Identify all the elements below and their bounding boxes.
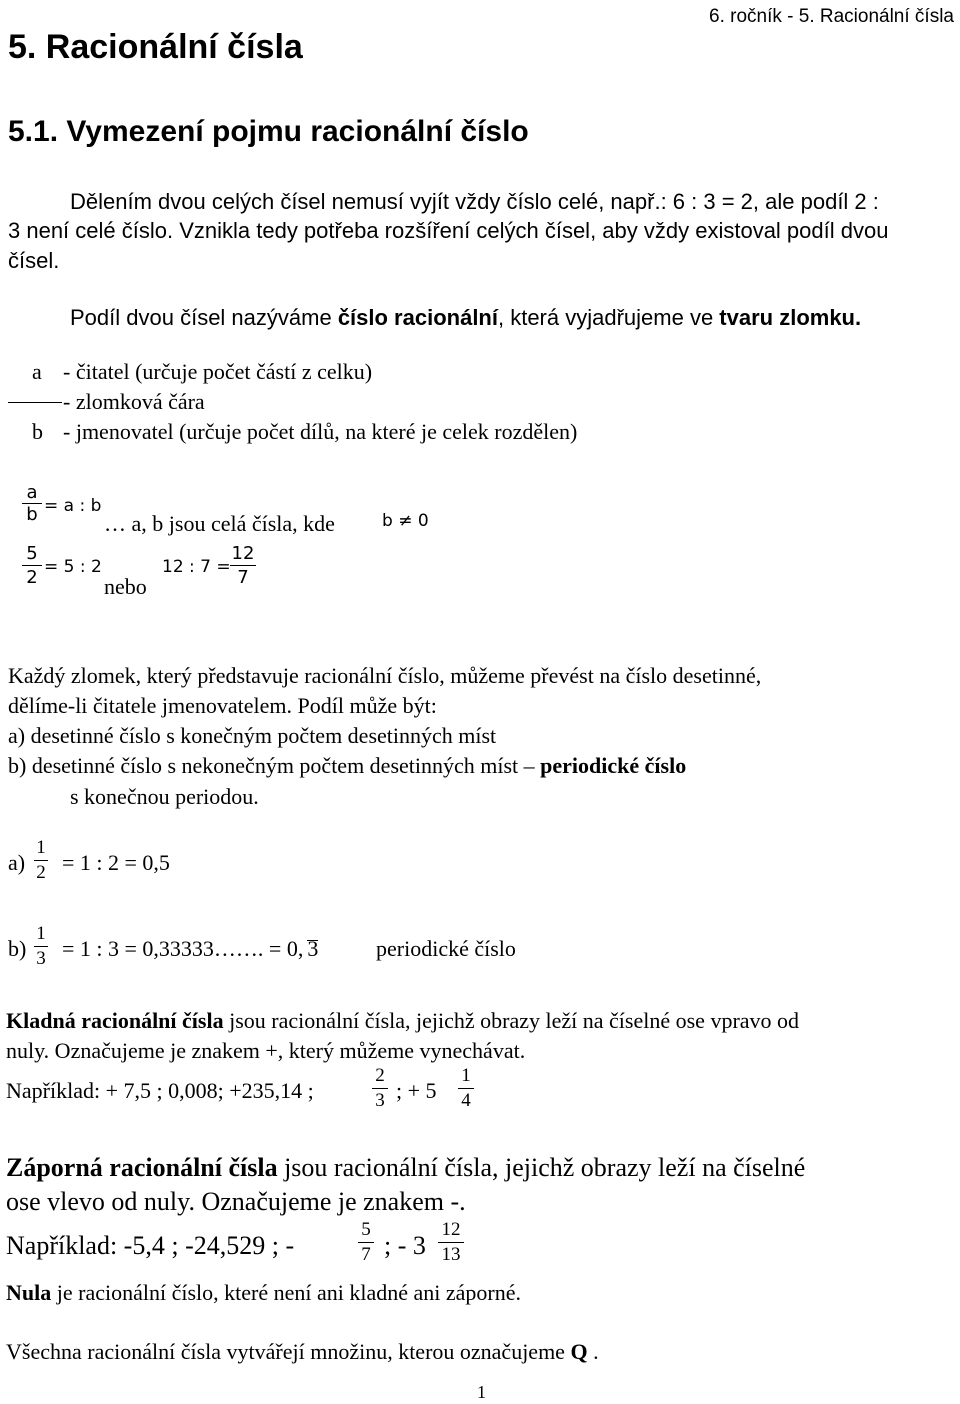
positive-bold: Kladná racionální čísla (6, 1008, 224, 1033)
denominator-letter: b (32, 419, 43, 444)
decimal-line-2: dělíme-li čitatele jmenovatelem. Podíl může být: (8, 693, 437, 718)
decimal-item-b (8, 753, 686, 779)
fraction-bar-description: - zlomková čára (63, 389, 205, 414)
example-a-denominator: 2 (36, 862, 46, 883)
negative-example: Například: -5,4 ; -24,529 ; - (6, 1231, 295, 1260)
chapter-title: 5. Racionální čísla (8, 28, 303, 66)
formula-note: … a, b jsou celá čísla, kde (104, 511, 335, 536)
positive-separator: ; + 5 (396, 1078, 437, 1103)
positive-line-2: nuly. Označujeme je znakem +, který můžeme vynechávat. (6, 1038, 526, 1063)
intro-line-3: čísel. (8, 248, 60, 273)
example-b-numerator: 1 (36, 923, 46, 944)
negative-line-2: ose vlevo od nuly. Označujeme je znakem -. (6, 1187, 466, 1216)
decimal-item-a: a) desetinné číslo s konečným počtem desetinných míst (8, 723, 497, 748)
set-line (6, 1339, 599, 1365)
positive-fraction-2-3 (372, 1064, 388, 1113)
example-a-fraction (34, 836, 48, 885)
example-12-7-lhs: 12 : 7 = (162, 557, 231, 577)
example-12-7-denominator: 7 (237, 567, 249, 588)
formula-rhs: = a : b (44, 496, 102, 516)
example-5-2-numerator: 5 (26, 543, 38, 564)
formula-fraction-a-b (22, 482, 42, 525)
example-b-denominator: 3 (36, 948, 46, 969)
definition-pre: Podíl dvou čísel nazýváme (70, 305, 338, 330)
positive-f2-numerator: 1 (461, 1065, 471, 1086)
or-word: nebo (104, 574, 147, 599)
negative-line-1 (6, 1153, 805, 1183)
positive-example: Například: + 7,5 ; 0,008; +235,14 ; (6, 1078, 314, 1103)
example-b-note: periodické číslo (376, 936, 516, 961)
example-b-fraction (34, 922, 48, 971)
positive-f1-numerator: 2 (375, 1065, 385, 1086)
positive-f2-denominator: 4 (461, 1090, 471, 1111)
set-text: Všechna racionální čísla vytvářejí množinu, kterou označujeme (6, 1339, 571, 1364)
definition-line (70, 305, 861, 331)
page-number: 1 (477, 1382, 486, 1402)
section-title: 5.1. Vymezení pojmu racionální číslo (8, 115, 529, 148)
negative-bold: Záporná racionální čísla (6, 1153, 278, 1182)
positive-fraction-1-4 (458, 1064, 474, 1113)
example-b-rhs (62, 936, 318, 962)
positive-text-1: jsou racionální čísla, jejichž obrazy leží na číselné ose vpravo od (223, 1008, 800, 1033)
running-head: 6. ročník - 5. Racionální čísla (709, 6, 954, 27)
formula-numerator: a (26, 482, 38, 503)
zero-text: je racionální číslo, které není ani kladné ani záporné. (51, 1280, 521, 1305)
example-fraction-5-2 (22, 542, 42, 589)
negative-f1-denominator: 7 (361, 1244, 371, 1265)
formula-denominator: b (26, 504, 38, 525)
decimal-item-b-continuation: s konečnou periodou. (70, 784, 259, 809)
example-fraction-12-7 (230, 542, 256, 589)
set-symbol: Q (570, 1339, 588, 1364)
negative-separator: ; - 3 (384, 1231, 426, 1260)
negative-f2-denominator: 13 (441, 1244, 461, 1265)
decimal-item-b-bold: periodické číslo (540, 753, 687, 778)
negative-fraction-5-7 (358, 1218, 374, 1267)
intro-line-1: Dělením dvou celých čísel nemusí vyjít vždy číslo celé, např.: 6 : 3 = 2, ale podíl 2 : (70, 189, 879, 214)
positive-line-1 (6, 1008, 799, 1034)
numerator-letter: a (32, 359, 42, 384)
definition-bold-fraction: tvaru zlomku. (719, 305, 862, 330)
zero-line (6, 1280, 521, 1306)
negative-f1-numerator: 5 (361, 1219, 371, 1240)
definition-mid: , která vyjadřujeme ve (497, 305, 720, 330)
example-a-numerator: 1 (36, 837, 46, 858)
fraction-bar-line (8, 402, 62, 403)
example-a-label: a) (8, 850, 26, 875)
denominator-description: - jmenovatel (určuje počet dílů, na které je celek rozdělen) (63, 419, 578, 444)
example-12-7-numerator: 12 (231, 543, 255, 564)
negative-text-1: jsou racionální čísla, jejichž obrazy leží na číselné (277, 1153, 806, 1182)
decimal-line-1: Každý zlomek, který představuje racionální číslo, můžeme převést na číslo desetinné, (8, 663, 762, 688)
set-end: . (587, 1339, 599, 1364)
example-b-label: b) (8, 936, 27, 961)
numerator-description: - čitatel (určuje počet částí z celku) (63, 359, 373, 384)
example-b-expression: = 1 : 3 = 0,33333……. = 0, (62, 936, 304, 961)
definition-bold-rational: číslo racionální (337, 305, 498, 330)
intro-line-2: 3 není celé číslo. Vznikla tedy potřeba rozšíření celých čísel, aby vždy existoval podíl dvou (8, 218, 889, 243)
negative-f2-numerator: 12 (441, 1219, 461, 1240)
example-a-rhs: = 1 : 2 = 0,5 (62, 850, 170, 875)
decimal-item-b-text: b) desetinné číslo s nekonečným počtem desetinných míst – (8, 753, 541, 778)
example-b-period: 3 (307, 936, 319, 961)
positive-f1-denominator: 3 (375, 1090, 385, 1111)
example-5-2-rhs: = 5 : 2 (44, 557, 102, 577)
example-5-2-denominator: 2 (26, 567, 38, 588)
zero-bold: Nula (6, 1280, 52, 1305)
negative-fraction-12-13 (438, 1218, 464, 1267)
formula-condition: b ≠ 0 (382, 511, 429, 531)
